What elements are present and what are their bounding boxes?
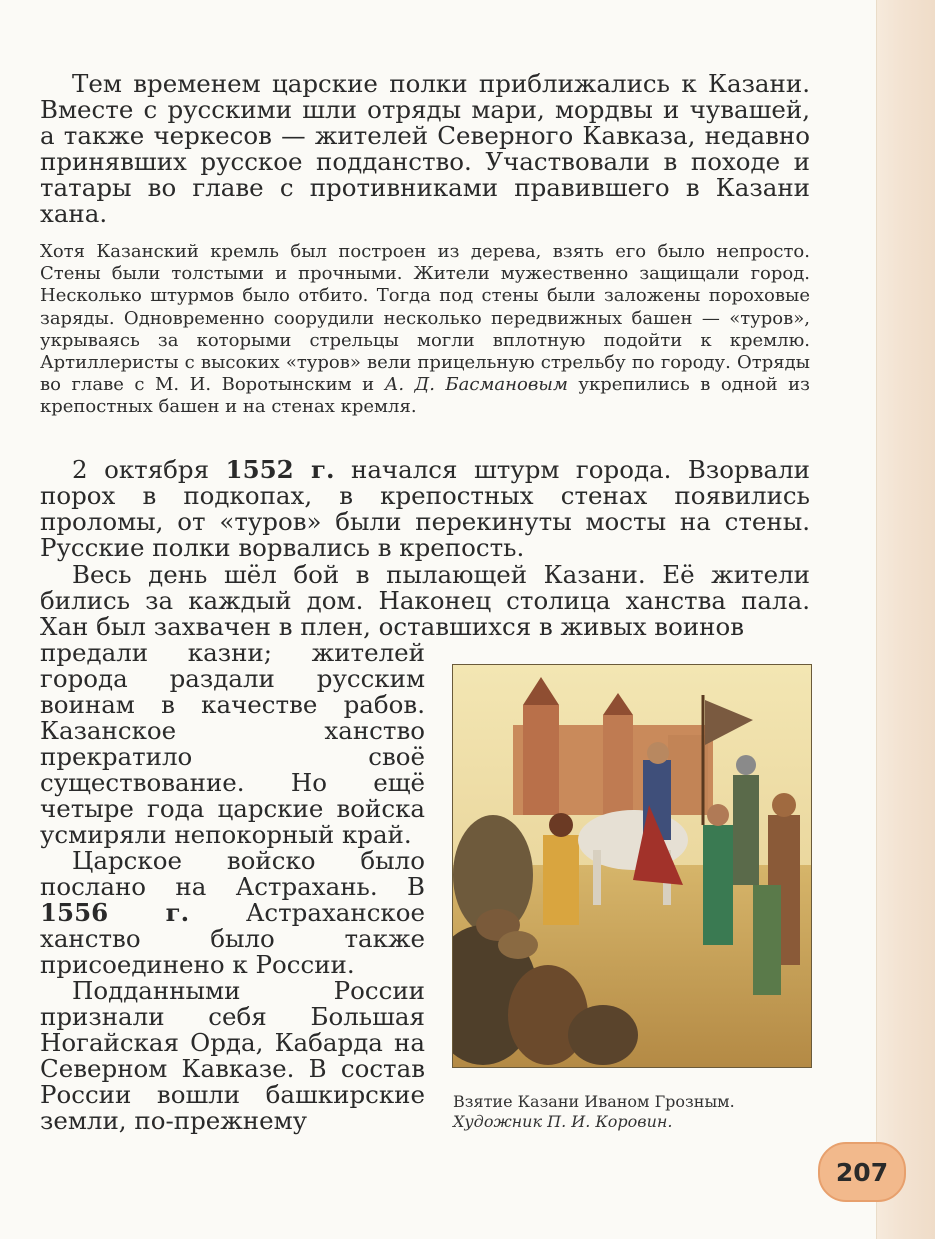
detail-name-italic: А. Д. Басмановым: [384, 374, 568, 396]
detail-text-2: укрепились в одной из крепостных башен и на стенах кремля.: [40, 374, 810, 418]
assault-text-before: 2 октября: [72, 455, 226, 484]
assault-paragraph: [40, 457, 810, 561]
assault-text-after: начался штурм города. Взорвали порох в подкопах, в крепостных стенах появились проломы, от «туров» были перекинуты мосты на стены. Русские полки ворвались в крепость.: [40, 455, 810, 562]
astrakhan-year: 1556 г.: [40, 898, 190, 927]
figure-caption: [453, 1092, 823, 1132]
astrakhan-text-after: Астраханское ханство было также присоединено к России.: [40, 898, 425, 979]
column-text: [40, 640, 425, 1134]
astrakhan-text-before: Царское войско было послано на Астрахань. В: [40, 846, 425, 901]
assault-year: 1552 г.: [225, 455, 335, 484]
astrakhan-paragraph: [40, 848, 425, 978]
caption-artist: Художник П. И. Коровин.: [453, 1112, 673, 1131]
battle-text: Весь день шёл бой в пылающей Казани. Её жители бились за каждый дом. Наконец столица ханства пала. Хан был захвачен в плен, оставшихся в живых воинов: [40, 560, 810, 641]
battle-paragraph: [40, 562, 810, 640]
page-edge: [877, 0, 935, 1239]
painting-image: [453, 665, 811, 1067]
page-number-badge: 207: [818, 1142, 906, 1202]
painting-illustration: [452, 664, 812, 1068]
intro-paragraph: [40, 71, 810, 227]
detail-text-1: Хотя Казанский кремль был построен из дерева, взять его было непросто. Стены были толстыми и прочными. Жители мужественно защищали город. Несколько штурмов было отбито. Тогда под стены были заложены пороховые заряды. Одновременно соорудили несколько передвижных башен — «туров», укрываясь за которыми стрельцы могли вплотную подойти к кремлю. Артиллеристы с высоких «туров» вели прицельную стрельбу по городу. Отряды во главе с М. И. Воротынским и: [40, 241, 810, 396]
subjects-paragraph: Подданными России признали себя Большая Ногайская Орда, Кабарда на Северном Кавказе. В состав России вошли башкирские земли, по-прежнему: [40, 976, 425, 1135]
page-edge-line: [876, 0, 877, 1239]
intro-text: Тем временем царские полки приближались к Казани. Вместе с русскими шли отряды мари, мордвы и чувашей, а также черкесов — жителей Северного Кавказа, недавно принявших русское подданство. Участвовали в походе и татары во главе с противниками правившего в Казани хана.: [40, 69, 810, 228]
caption-title: Взятие Казани Иваном Грозным.: [453, 1092, 735, 1111]
continuation-text: предали казни; жителей города раздали русским воинам в качестве рабов. Казанское ханство прекратило своё существование. Но ещё четыре года царские войска усмиряли непокорный край.: [40, 638, 425, 849]
detail-paragraph: [40, 241, 810, 419]
